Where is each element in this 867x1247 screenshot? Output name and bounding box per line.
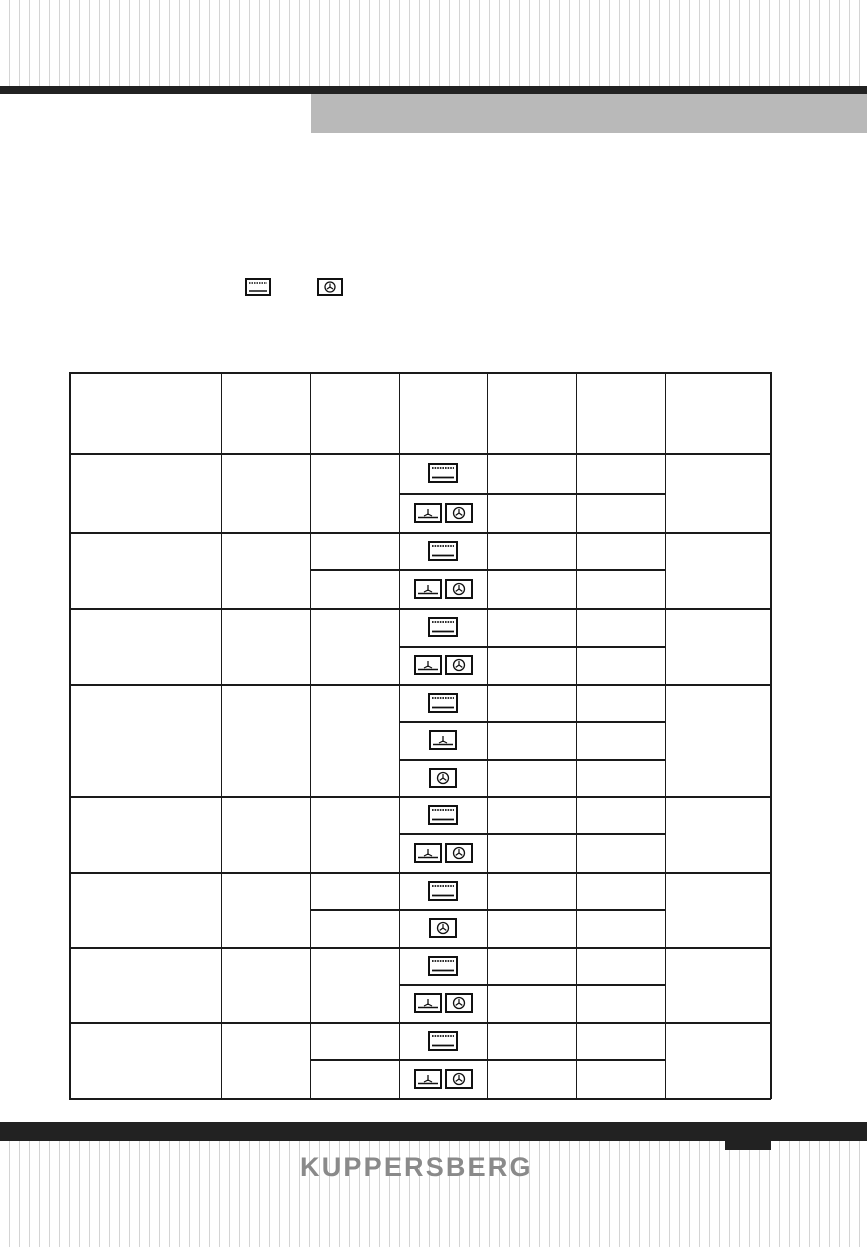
table-border-right [770,372,772,1099]
fan-icon [445,503,473,523]
mode-cell [399,608,487,646]
mode-cell [399,1059,487,1098]
table-border-left [69,372,71,1098]
mode-cell [399,532,487,569]
column-divider [665,372,666,1098]
mode-cell [399,909,487,947]
mode-cell [399,984,487,1022]
top-bottom-heat-icon [428,956,458,976]
table-header-cell [310,372,399,453]
table-header-cell [69,372,221,453]
fan-icon [445,579,473,599]
top-stripe-pattern [0,0,867,88]
column-divider [221,372,222,1098]
page-number-tab [725,1138,771,1150]
fan-icon [445,1069,473,1089]
fan-icon [445,655,473,675]
fan-icon [429,918,457,938]
table-header-cell [221,372,310,453]
top-rule [0,86,867,94]
mode-cell [399,453,487,493]
top-bottom-heat-icon [428,693,458,713]
column-divider [487,372,488,1098]
bottom-heat-icon [414,655,442,675]
table-header-cell [576,372,665,453]
mode-cell [399,684,487,721]
top-bottom-heat-icon [428,805,458,825]
mode-cell [399,1022,487,1059]
top-bottom-heat-icon [428,541,458,561]
row-divider [310,569,665,571]
column-divider [310,372,311,1098]
bottom-heat-icon [414,843,442,863]
fan-icon [429,768,457,788]
bottom-heat-icon [414,503,442,523]
mode-cell [399,721,487,759]
section-header-band [311,94,867,133]
fan-icon [445,843,473,863]
mode-cell [399,796,487,833]
mode-cell [399,646,487,684]
top-bottom-heat-icon [428,881,458,901]
mode-cell [399,493,487,532]
table-header-cell [665,372,770,453]
table-header-cell [487,372,576,453]
top-bottom-heat-icon [428,1031,458,1051]
bottom-heat-icon [429,730,457,750]
row-divider [310,909,665,911]
top-bottom-heat-icon [428,463,458,483]
mode-cell [399,569,487,608]
brand-logo: KUPPERSBERG [300,1152,533,1182]
fan-icon [317,278,343,301]
top-bottom-heat-icon [245,278,271,301]
fan-icon [445,993,473,1013]
bottom-heat-icon [414,1069,442,1089]
column-divider [576,372,577,1098]
mode-cell [399,833,487,872]
mode-cell [399,872,487,909]
table-header-cell [399,372,487,453]
table-border-bottom [69,1098,771,1100]
bottom-heat-icon [414,993,442,1013]
row-divider [310,1059,665,1061]
bottom-heat-icon [414,579,442,599]
mode-cell [399,947,487,984]
top-bottom-heat-icon [428,617,458,637]
mode-cell [399,759,487,796]
